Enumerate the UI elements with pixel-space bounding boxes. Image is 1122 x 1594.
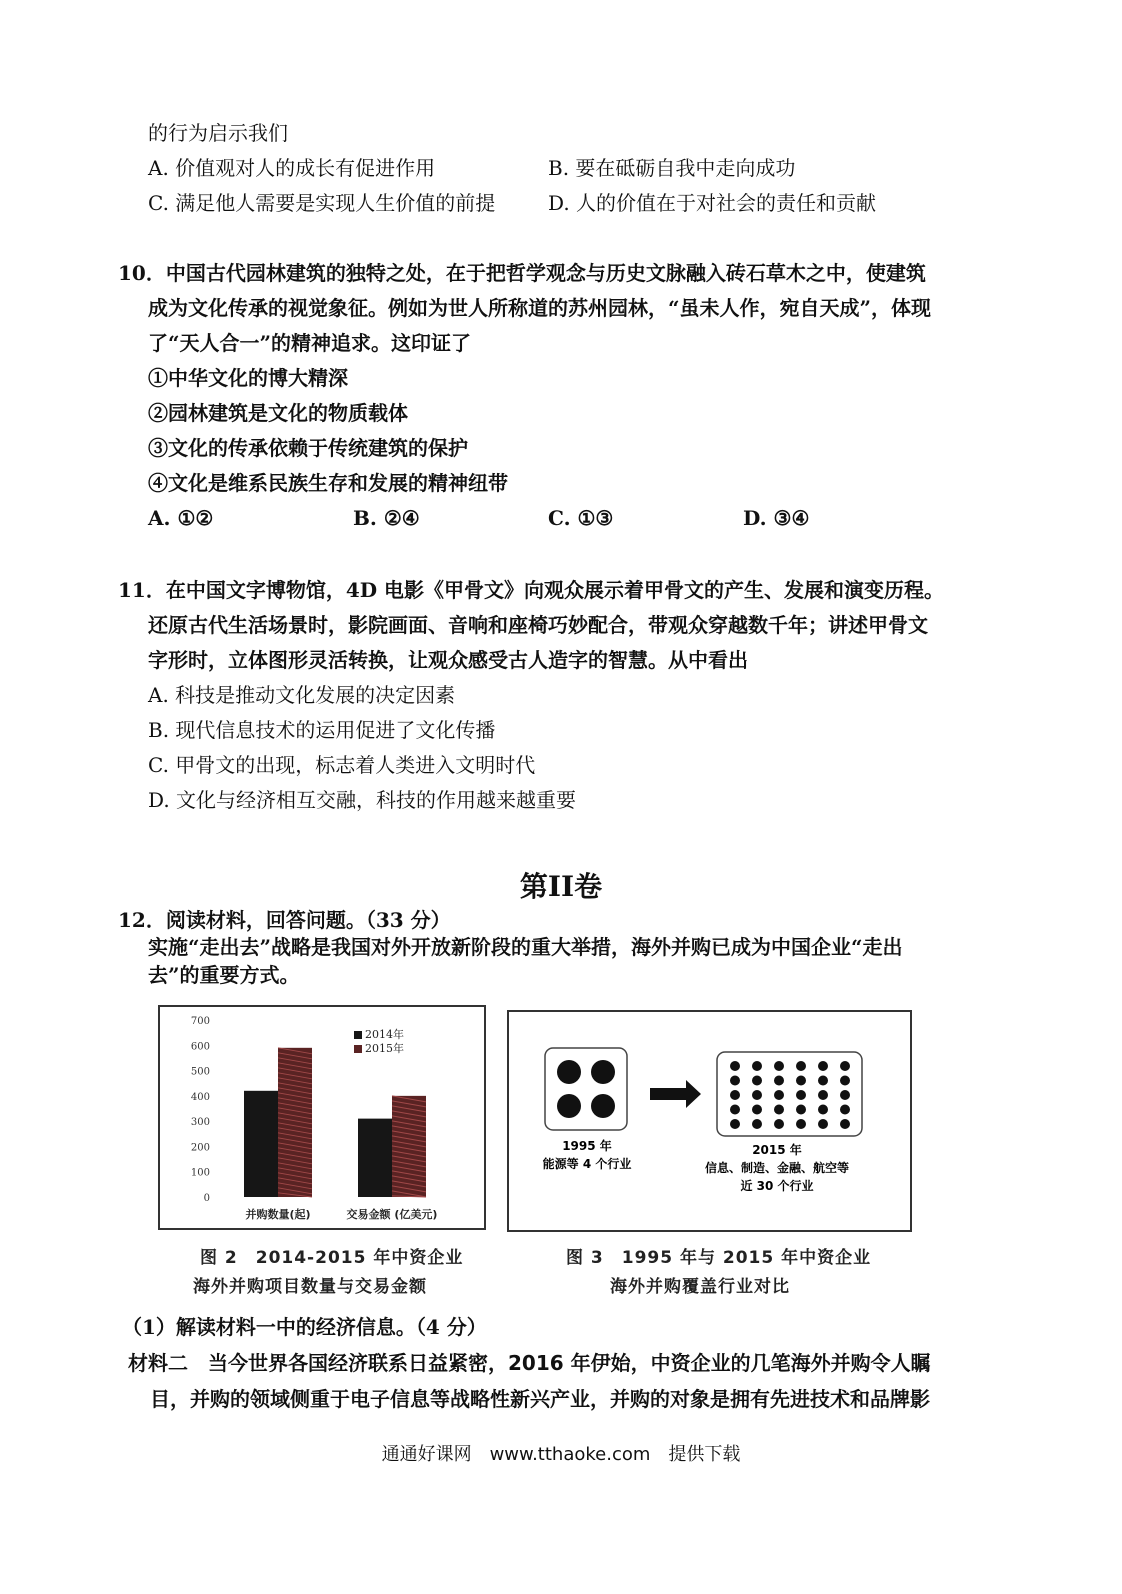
q10-stem-line1: 10．中国古代园林建筑的独特之处，在于把哲学观念与历史文脉融入砖石草木之中，使建筑 xyxy=(118,261,926,285)
q10-option-a[interactable]: A. ①② xyxy=(148,506,214,530)
figure-3-left-year: 1995 年 xyxy=(562,1139,612,1153)
q11-stem-line1: 11．在中国文字博物馆，4D 电影《甲骨文》向观众展示着甲骨文的产生、发展和演变历程。 xyxy=(118,578,945,602)
figure-2-bar-chart xyxy=(158,1005,486,1230)
q10-item-4: ④文化是维系民族生存和发展的精神纽带 xyxy=(148,471,508,495)
industry-dot-2015 xyxy=(774,1076,784,1086)
y-tick-label: 300 xyxy=(190,1117,210,1129)
industry-dot-2015 xyxy=(818,1105,828,1115)
y-tick-label: 600 xyxy=(190,1041,210,1053)
footer-download-note: 通通好课网 www.tthaoke.com 提供下载 xyxy=(381,1444,741,1465)
category-label-0: 并购数量(起) xyxy=(245,1208,311,1221)
industry-dot-2015 xyxy=(796,1061,806,1071)
q9-option-b[interactable]: B. 要在砥砺自我中走向成功 xyxy=(548,156,796,180)
figure-3-right-desc2: 近 30 个行业 xyxy=(740,1179,814,1193)
industry-dot-2015 xyxy=(752,1076,762,1086)
legend-label-1: 2015年 xyxy=(365,1042,404,1055)
q11-option-a[interactable]: A. 科技是推动文化发展的决定因素 xyxy=(148,683,456,707)
industry-dot-2015 xyxy=(774,1061,784,1071)
q10-item-2: ②园林建筑是文化的物质载体 xyxy=(148,401,408,425)
q12-material1-line2: 去”的重要方式。 xyxy=(148,963,300,987)
industry-dot-2015 xyxy=(730,1090,740,1100)
q10-option-b[interactable]: B. ②④ xyxy=(353,506,420,530)
q12-material1-line1: 实施“走出去”战略是我国对外开放新阶段的重大举措，海外并购已成为中国企业“走出 xyxy=(148,935,903,959)
q9-stem-tail: 的行为启示我们 xyxy=(148,121,288,145)
industry-dot-1995 xyxy=(591,1094,615,1118)
y-tick-label: 500 xyxy=(190,1066,210,1078)
industry-dot-2015 xyxy=(752,1119,762,1129)
y-tick-label: 100 xyxy=(190,1167,210,1179)
q11-option-c[interactable]: C. 甲骨文的出现，标志着人类进入文明时代 xyxy=(148,753,536,777)
legend-swatch-0 xyxy=(354,1031,362,1039)
industry-dot-2015 xyxy=(796,1076,806,1086)
industry-dot-1995 xyxy=(557,1060,581,1084)
q11-option-b[interactable]: B. 现代信息技术的运用促进了文化传播 xyxy=(148,718,496,742)
q10-option-c[interactable]: C. ①③ xyxy=(548,506,614,530)
figure-3-caption-line1: 图 3 1995 年与 2015 年中资企业 xyxy=(566,1248,872,1268)
q11-stem-line3: 字形时，立体图形灵活转换，让观众感受古人造字的智慧。从中看出 xyxy=(148,648,748,672)
industry-dot-2015 xyxy=(752,1061,762,1071)
q12-header: 12．阅读材料，回答问题。（33 分） xyxy=(118,908,451,932)
industry-dot-2015 xyxy=(796,1090,806,1100)
industry-dot-2015 xyxy=(840,1076,850,1086)
industry-dot-2015 xyxy=(752,1090,762,1100)
figure-3-caption-line2: 海外并购覆盖行业对比 xyxy=(610,1277,790,1297)
industry-dot-2015 xyxy=(774,1090,784,1100)
legend-label-0: 2014年 xyxy=(365,1028,404,1041)
q9-option-c[interactable]: C. 满足他人需要是实现人生价值的前提 xyxy=(148,191,496,215)
industry-dot-2015 xyxy=(818,1119,828,1129)
industry-dot-2015 xyxy=(730,1105,740,1115)
category-label-1: 交易金额 (亿美元) xyxy=(346,1208,438,1221)
industry-dot-2015 xyxy=(840,1105,850,1115)
industry-dot-2015 xyxy=(840,1061,850,1071)
legend-swatch-1 xyxy=(354,1045,362,1053)
bar-2014年-1 xyxy=(358,1119,392,1197)
industry-dot-2015 xyxy=(730,1119,740,1129)
figure-3-diagram xyxy=(507,1010,912,1232)
industry-dot-2015 xyxy=(730,1061,740,1071)
y-tick-label: 0 xyxy=(203,1193,210,1204)
industry-dot-2015 xyxy=(730,1076,740,1086)
figure-2-caption-line2: 海外并购项目数量与交易金额 xyxy=(193,1277,427,1297)
industry-dot-1995 xyxy=(557,1094,581,1118)
figure-2-caption-line1: 图 2 2014-2015 年中资企业 xyxy=(200,1248,464,1268)
q10-options-row xyxy=(148,503,1048,533)
y-tick-label: 700 xyxy=(190,1016,210,1027)
q10-stem-line3: 了“天人合一”的精神追求。这印证了 xyxy=(148,331,472,355)
q9-options-row2 xyxy=(148,188,1048,218)
bar-2014年-0 xyxy=(244,1091,278,1197)
y-tick-label: 400 xyxy=(190,1091,210,1103)
q10-option-d[interactable]: D. ③④ xyxy=(743,506,810,530)
y-tick-label: 200 xyxy=(190,1142,210,1154)
q12-subquestion-1: （1）解读材料一中的经济信息。（4 分） xyxy=(122,1315,487,1339)
q10-stem-line2: 成为文化传承的视觉象征。例如为世人所称道的苏州园林，“虽未人作，宛自天成”，体现 xyxy=(148,296,932,320)
q12-material2-line1: 材料二 当今世界各国经济联系日益紧密，2016 年伊始，中资企业的几笔海外并购令人瞩 xyxy=(128,1351,931,1375)
q12-material2-line2: 目，并购的领域侧重于电子信息等战略性新兴产业，并购的对象是拥有先进技术和品牌影 xyxy=(150,1387,930,1411)
section-title: 第II卷 xyxy=(519,870,603,903)
q11-stem-line2: 还原古代生活场景时，影院画面、音响和座椅巧妙配合，带观众穿越数千年；讲述甲骨文 xyxy=(148,613,928,637)
industry-dot-1995 xyxy=(591,1060,615,1084)
figure-3-right-year: 2015 年 xyxy=(752,1143,802,1157)
industry-dot-2015 xyxy=(796,1119,806,1129)
industry-dot-2015 xyxy=(774,1105,784,1115)
figure-3-right-desc1: 信息、制造、金融、航空等 xyxy=(704,1161,850,1175)
industry-dot-2015 xyxy=(796,1105,806,1115)
industry-dot-2015 xyxy=(752,1105,762,1115)
figure-3-left-box xyxy=(545,1048,627,1130)
industry-dot-2015 xyxy=(818,1076,828,1086)
figure-3-left-desc: 能源等 4 个行业 xyxy=(542,1157,632,1171)
q9-options-row1 xyxy=(148,153,1048,183)
industry-dot-2015 xyxy=(840,1090,850,1100)
q10-item-1: ①中华文化的博大精深 xyxy=(148,366,348,390)
q10-item-3: ③文化的传承依赖于传统建筑的保护 xyxy=(148,436,468,460)
industry-dot-2015 xyxy=(774,1119,784,1129)
q9-option-d[interactable]: D. 人的价值在于对社会的责任和贡献 xyxy=(548,191,877,215)
industry-dot-2015 xyxy=(840,1119,850,1129)
industry-dot-2015 xyxy=(818,1061,828,1071)
industry-dot-2015 xyxy=(818,1090,828,1100)
q9-option-a[interactable]: A. 价值观对人的成长有促进作用 xyxy=(148,156,436,180)
q11-option-d[interactable]: D. 文化与经济相互交融，科技的作用越来越重要 xyxy=(148,788,577,812)
